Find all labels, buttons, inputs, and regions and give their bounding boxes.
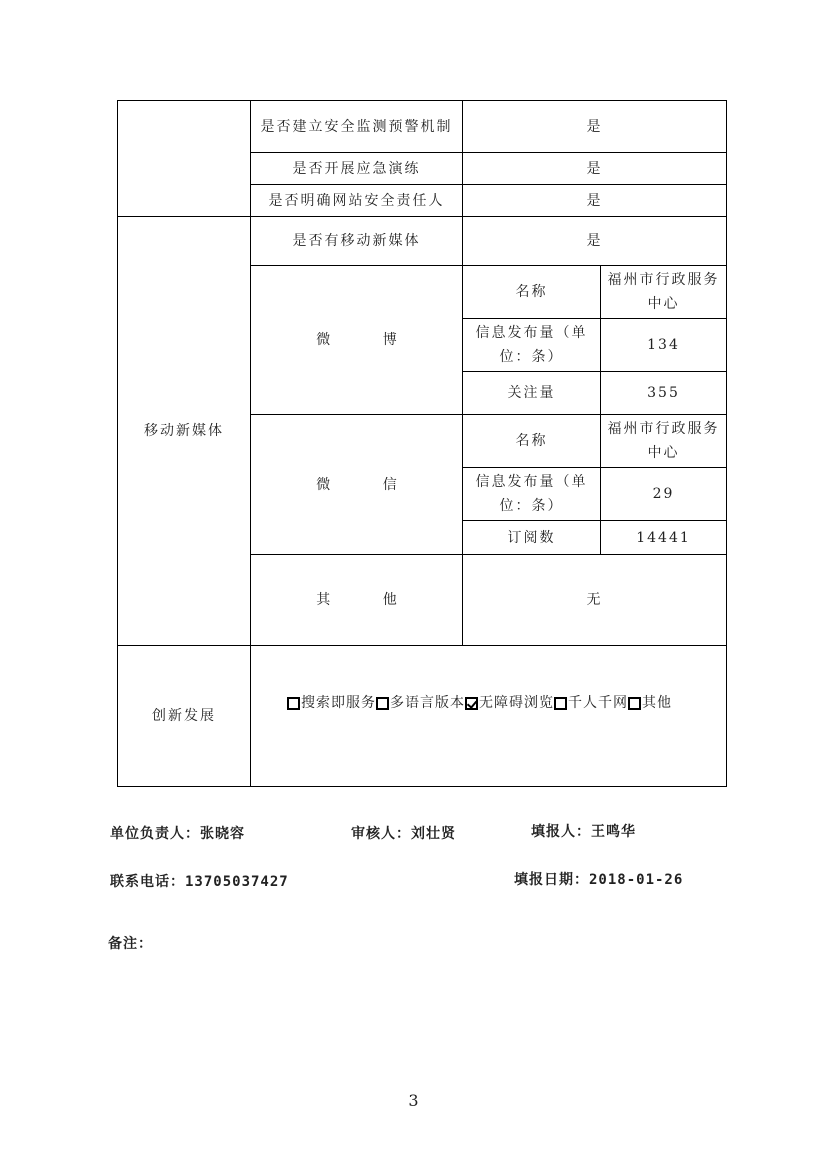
wechat-posts-value: 29	[601, 468, 727, 521]
page-number: 3	[408, 1091, 419, 1110]
wechat-name-value: 福州市行政服务中心	[601, 415, 727, 468]
wechat-subscribers-label: 订阅数	[463, 521, 601, 555]
website-annual-report-table	[117, 100, 727, 787]
weibo-name-label: 名称	[463, 266, 601, 319]
weibo-followers-value: 355	[601, 372, 727, 415]
checkbox-icon[interactable]	[287, 697, 300, 710]
monitoring-value: 是	[463, 101, 727, 153]
wechat-label: 微 信	[251, 415, 463, 555]
report-date: 填报日期：2018-01-26	[514, 872, 684, 888]
remark: 备注：	[108, 936, 153, 952]
weibo-posts-value: 134	[601, 319, 727, 372]
innovation-option-label: 搜索即服务	[301, 695, 376, 711]
innovation-option-label: 千人千网	[568, 695, 628, 711]
responsible-person: 单位负责人：张晓容	[110, 826, 245, 842]
innovation-option[interactable]	[465, 691, 554, 715]
filler: 填报人：王鸣华	[531, 824, 636, 840]
section-cell-security	[118, 101, 251, 217]
weibo-label: 微 博	[251, 266, 463, 415]
innovation-options	[287, 691, 722, 715]
innovation-option[interactable]	[376, 691, 465, 715]
other-media-label: 其 他	[251, 555, 463, 646]
has-mobile-media-label: 是否有移动新媒体	[251, 217, 463, 266]
drill-label: 是否开展应急演练	[251, 153, 463, 185]
checked-checkbox-icon[interactable]	[465, 697, 478, 710]
checkbox-icon[interactable]	[554, 697, 567, 710]
innovation-option-label: 无障碍浏览	[479, 695, 554, 711]
weibo-followers-label: 关注量	[463, 372, 601, 415]
innovation-label: 创新发展	[118, 646, 251, 787]
security-owner-label: 是否明确网站安全责任人	[251, 185, 463, 217]
innovation-option[interactable]	[628, 691, 672, 715]
wechat-subscribers-value: 14441	[601, 521, 727, 555]
drill-value: 是	[463, 153, 727, 185]
innovation-option[interactable]	[287, 691, 376, 715]
wechat-name-label: 名称	[463, 415, 601, 468]
innovation-option-label: 多语言版本	[390, 695, 465, 711]
weibo-name-value: 福州市行政服务中心	[601, 266, 727, 319]
wechat-posts-label: 信息发布量（单位：条）	[463, 468, 601, 521]
security-owner-value: 是	[463, 185, 727, 217]
monitoring-label: 是否建立安全监测预警机制	[251, 101, 463, 153]
innovation-options-cell	[251, 646, 727, 787]
checkbox-icon[interactable]	[628, 697, 641, 710]
contact-phone: 联系电话：13705037427	[110, 874, 289, 890]
weibo-posts-label: 信息发布量（单位：条）	[463, 319, 601, 372]
has-mobile-media-value: 是	[463, 217, 727, 266]
checkbox-icon[interactable]	[376, 697, 389, 710]
reviewer: 审核人：刘壮贤	[351, 826, 456, 842]
other-media-value: 无	[463, 555, 727, 646]
innovation-option-label: 其他	[642, 695, 672, 711]
innovation-option[interactable]	[554, 691, 628, 715]
mobile-media-section-label: 移动新媒体	[118, 217, 251, 646]
